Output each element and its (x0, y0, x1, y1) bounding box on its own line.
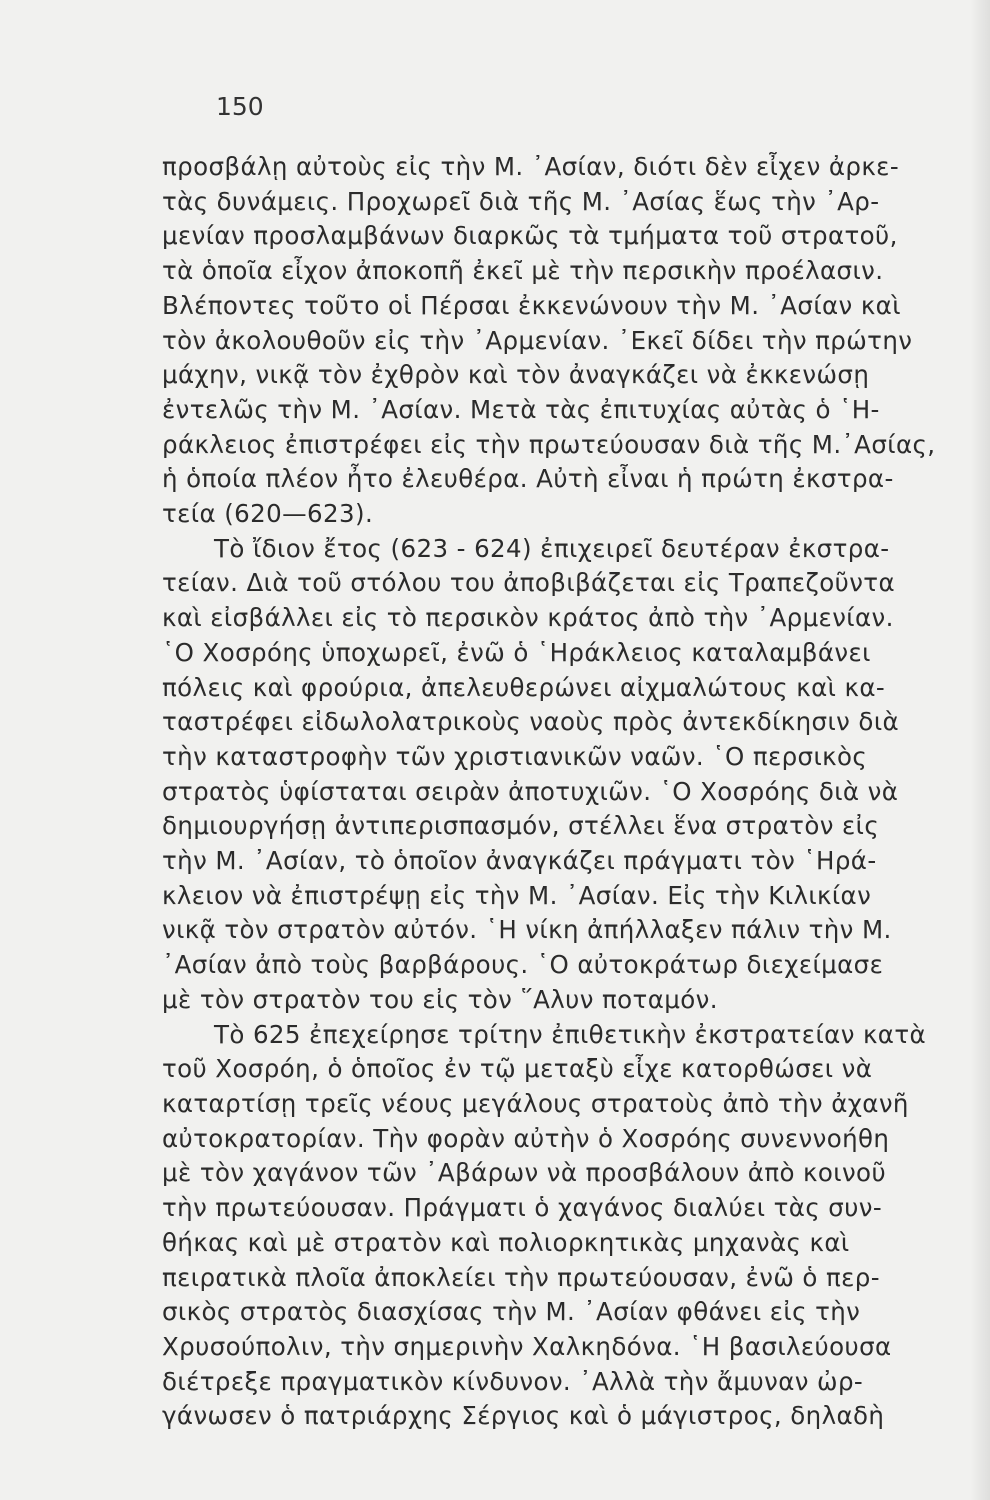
paragraph (162, 150, 936, 532)
text-line: τὴν Μ. ᾿Ασίαν, τὸ ὁποῖον ἀναγκάζει πράγματι τὸν ῾Ηρά- (162, 846, 877, 876)
text-line: στρατὸς ὑφίσταται σειρὰν ἀποτυχιῶν. ῾Ο Χοσρόης διὰ νὰ (162, 776, 899, 806)
text-line: ἐντελῶς τὴν Μ. ᾿Ασίαν. Μετὰ τὰς ἐπιτυχίας αὐτὰς ὁ ῾Η- (162, 394, 880, 424)
text-line: δημιουργήσῃ ἀντιπερισπασμόν, στέλλει ἕνα στρατὸν εἰς (162, 811, 880, 841)
text-line: καὶ εἰσβάλλει εἰς τὸ περσικὸν κράτος ἀπὸ τὴν ᾿Αρμενίαν. (162, 603, 894, 633)
text-line: τείαν. Διὰ τοῦ στόλου του ἀποβιβάζεται εἰς Τραπεζοῦντα (162, 568, 895, 598)
text-line: γάνωσεν ὁ πατριάρχης Σέργιος καὶ ὁ μάγιστρος, δηλαδὴ (162, 1401, 885, 1431)
text-line: Βλέποντες τοῦτο οἱ Πέρσαι ἐκκενώνουν τὴν Μ. ᾿Ασίαν καὶ (162, 290, 901, 320)
text-line: τὴν καταστροφὴν τῶν χριστιανικῶν ναῶν. ῾Ο περσικὸς (162, 741, 868, 771)
text-line: τεία (620—623). (162, 499, 374, 529)
text-line: μὲ τὸν χαγάνον τῶν ᾿Αβάρων νὰ προσβάλουν ἀπὸ κοινοῦ (162, 1158, 887, 1188)
text-line: πόλεις καὶ φρούρια, ἀπελευθερώνει αἰχμαλώτους καὶ κα- (162, 672, 886, 702)
text-line: Χρυσούπολιν, τὴν σημερινὴν Χαλκηδόνα. ῾Η βασιλεύουσα (162, 1331, 892, 1361)
text-line: ῾Ο Χοσρόης ὑποχωρεῖ, ἐνῶ ὁ ῾Ηράκλειος καταλαμβάνει (162, 637, 871, 667)
text-line: αὐτοκρατορίαν. Τὴν φορὰν αὐτὴν ὁ Χοσρόης συνεννοήθη (162, 1123, 890, 1153)
text-line: τὸν ἀκολουθοῦν εἰς τὴν ᾿Αρμενίαν. ᾿Εκεῖ δίδει τὴν πρώτην (162, 325, 913, 355)
paragraph (162, 532, 900, 1018)
text-line: ᾿Ασίαν ἀπὸ τοὺς βαρβάρους. ῾Ο αὐτοκράτωρ διεχείμασε (162, 950, 884, 980)
text-line: καταρτίσῃ τρεῖς νέους μεγάλους στρατοὺς ἀπὸ τὴν ἀχανῆ (162, 1088, 909, 1118)
text-line: θήκας καὶ μὲ στρατὸν καὶ πολιορκητικὰς μηχανὰς καὶ (162, 1227, 850, 1257)
text-line: μάχην, νικᾷ τὸν ἐχθρὸν καὶ τὸν ἀναγκάζει νὰ ἐκκενώσῃ (162, 360, 870, 390)
body-text (162, 150, 936, 1434)
text-line: Τὸ ἴδιον ἔτος (623 - 624) ἐπιχειρεῖ δευτέραν ἐκστρα- (214, 533, 890, 563)
text-line: τὴν πρωτεύουσαν. Πράγματι ὁ χαγάνος διαλύει τὰς συν- (162, 1193, 883, 1223)
text-line: τοῦ Χοσρόη, ὁ ὁποῖος ἐν τῷ μεταξὺ εἶχε κατορθώσει νὰ (162, 1054, 873, 1084)
text-line: προσβάλῃ αὐτοὺς εἰς τὴν Μ. ᾿Ασίαν, διότι δὲν εἶχεν ἀρκε- (162, 152, 900, 181)
text-line: ταστρέφει εἰδωλολατρικοὺς ναοὺς πρὸς ἀντεκδίκησιν διὰ (162, 707, 900, 737)
text-line: ἡ ὁποία πλέον ἦτο ἐλευθέρα. Αὐτὴ εἶναι ἡ πρώτη ἐκστρα- (162, 464, 894, 494)
page-number: 150 (216, 92, 264, 121)
text-line: κλειον νὰ ἐπιστρέψῃ εἰς τὴν Μ. ᾿Ασίαν. Εἰς τὴν Κιλικίαν (162, 880, 872, 910)
text-line: τὰ ὁποῖα εἶχον ἀποκοπῆ ἐκεῖ μὲ τὴν περσικὴν προέλασιν. (162, 256, 884, 286)
text-line: τὰς δυνάμεις. Προχωρεῖ διὰ τῆς Μ. ᾿Ασίας ἕως τὴν ᾿Αρ- (162, 186, 880, 216)
text-line: μὲ τὸν στρατὸν του εἰς τὸν ῞Αλυν ποταμόν. (162, 984, 718, 1014)
text-line: Τὸ 625 ἐπεχείρησε τρίτην ἐπιθετικὴν ἐκστρατείαν κατὰ (214, 1019, 927, 1049)
paragraph (162, 1018, 927, 1434)
text-line: ράκλειος ἐπιστρέφει εἰς τὴν πρωτεύουσαν διὰ τῆς Μ.᾿Ασίας, (162, 429, 936, 459)
text-line: διέτρεξε πραγματικὸν κίνδυνον. ᾿Αλλὰ τὴν ἄμυναν ὠρ- (162, 1366, 864, 1396)
page-edge-shadow (970, 0, 990, 1500)
text-line: μενίαν προσλαμβάνων διαρκῶς τὰ τμήματα τοῦ στρατοῦ, (162, 221, 898, 251)
text-line: νικᾷ τὸν στρατὸν αὐτόν. ῾Η νίκη ἀπήλλαξεν πάλιν τὴν Μ. (162, 915, 892, 945)
text-line: πειρατικὰ πλοῖα ἀποκλείει τὴν πρωτεύουσαν, ἐνῶ ὁ περ- (162, 1262, 880, 1292)
text-line: σικὸς στρατὸς διασχίσας τὴν Μ. ᾿Ασίαν φθάνει εἰς τὴν (162, 1297, 861, 1327)
